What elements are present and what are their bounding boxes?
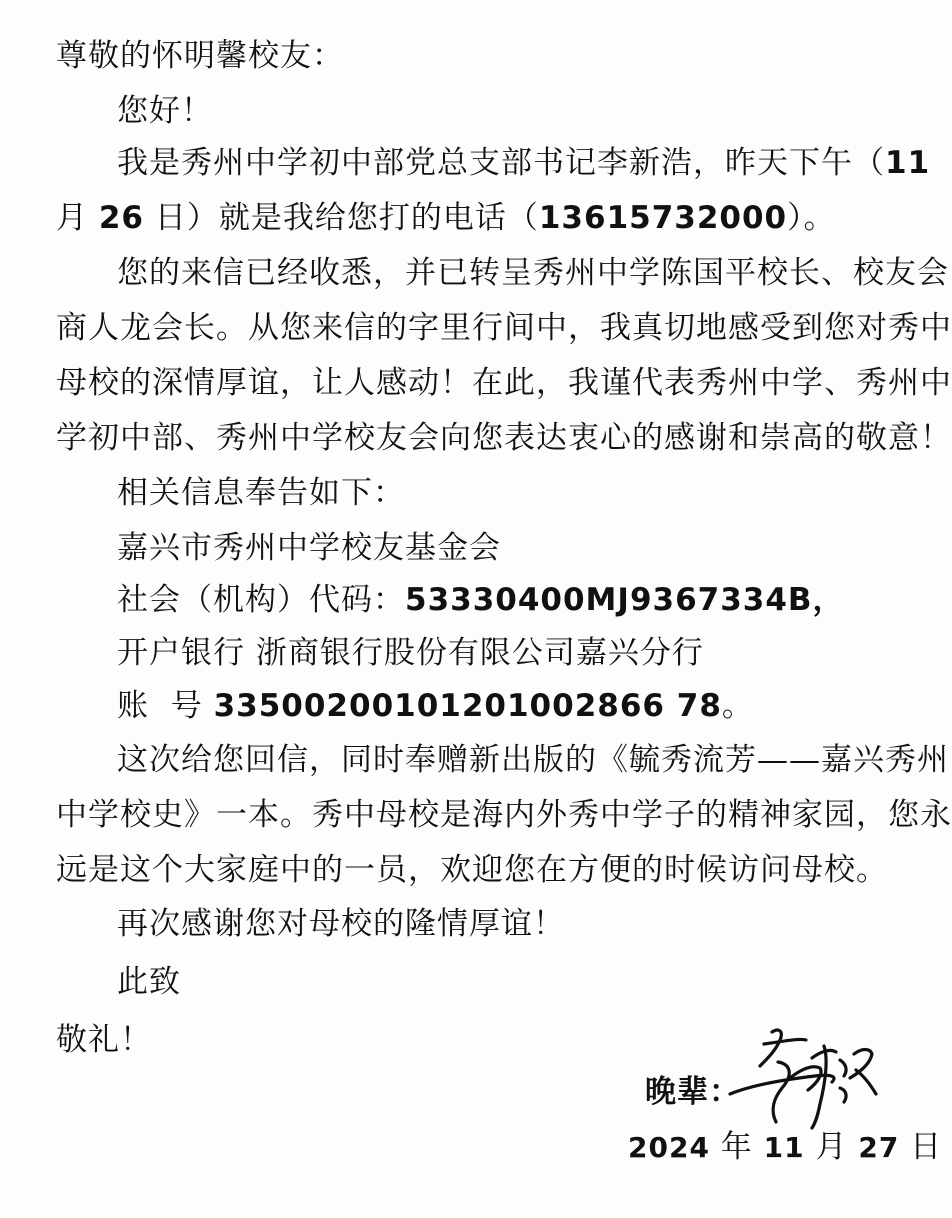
- para3-line3: 远是这个大家庭中的一员，欢迎您在方便的时候访问母校。: [56, 852, 888, 888]
- para2-line3: 母校的深情厚谊，让人感动！在此，我谨代表秀州中学、秀州中: [56, 365, 952, 401]
- para1-line1-number: 11: [885, 145, 931, 181]
- para1-line1: [117, 143, 930, 183]
- date-year-char: 年: [720, 1129, 753, 1165]
- account-line: [117, 686, 754, 726]
- date-year: 2024: [628, 1131, 710, 1164]
- phone-number: 13615732000: [538, 200, 788, 236]
- para2-line2: 商人龙会长。从您来信的字里行间中，我真切地感受到您对秀中: [56, 310, 952, 346]
- para1-line2: [56, 198, 836, 238]
- para1-line2-a: 月: [56, 200, 99, 236]
- para2-line4: 学初中部、秀州中学校友会向您表达衷心的感谢和崇高的敬意！: [56, 420, 952, 456]
- closing-cizhi: 此致: [117, 964, 181, 1000]
- para2-line1: 您的来信已经收悉，并已转呈秀州中学陈国平校长、校友会: [117, 255, 949, 291]
- account-label: 账 号: [117, 688, 203, 724]
- para3-line1: 这次给您回信，同时奉赠新出版的《毓秀流芳——嘉兴秀州: [117, 742, 949, 778]
- bank-value: 浙商银行股份有限公司嘉兴分行: [255, 635, 704, 671]
- org-name: 嘉兴市秀州中学校友基金会: [117, 530, 501, 566]
- greeting: 您好！: [117, 93, 213, 129]
- org-code-label: 社会（机构）代码：: [117, 582, 405, 618]
- para1-line1-text: 我是秀州中学初中部党总支部书记李新浩，昨天下午（: [117, 145, 885, 181]
- para1-line2-b: 日）就是我给您打的电话（: [144, 200, 539, 236]
- para3-line2: 中学校史》一本。秀中母校是海内外秀中学子的精神家园，您永: [56, 797, 952, 833]
- info-heading: 相关信息奉告如下：: [117, 475, 405, 511]
- closing-jingli: 敬礼！: [56, 1022, 152, 1058]
- date-month-char: 月: [815, 1129, 848, 1165]
- thanks-line: 再次感谢您对母校的隆情厚谊！: [117, 906, 565, 942]
- handwritten-signature: [720, 1018, 890, 1138]
- salutation: 尊敬的怀明馨校友：: [56, 38, 344, 74]
- bank-line: [117, 633, 704, 673]
- account-value: 33500200101201002866 78: [213, 688, 722, 724]
- para1-line2-c: ）。: [787, 200, 836, 236]
- org-code-line: [117, 580, 845, 620]
- bank-label: 开户银行: [117, 635, 245, 671]
- date-month: 11: [763, 1131, 805, 1164]
- date-day-char: 日: [910, 1129, 943, 1165]
- letter-date: [628, 1127, 942, 1168]
- org-code-value: 53330400MJ9367334B，: [405, 582, 845, 618]
- date-day: 27: [858, 1131, 900, 1164]
- para1-day-number: 26: [98, 200, 144, 236]
- account-end: 。: [721, 688, 754, 724]
- signoff-label: 晚辈：: [645, 1074, 741, 1110]
